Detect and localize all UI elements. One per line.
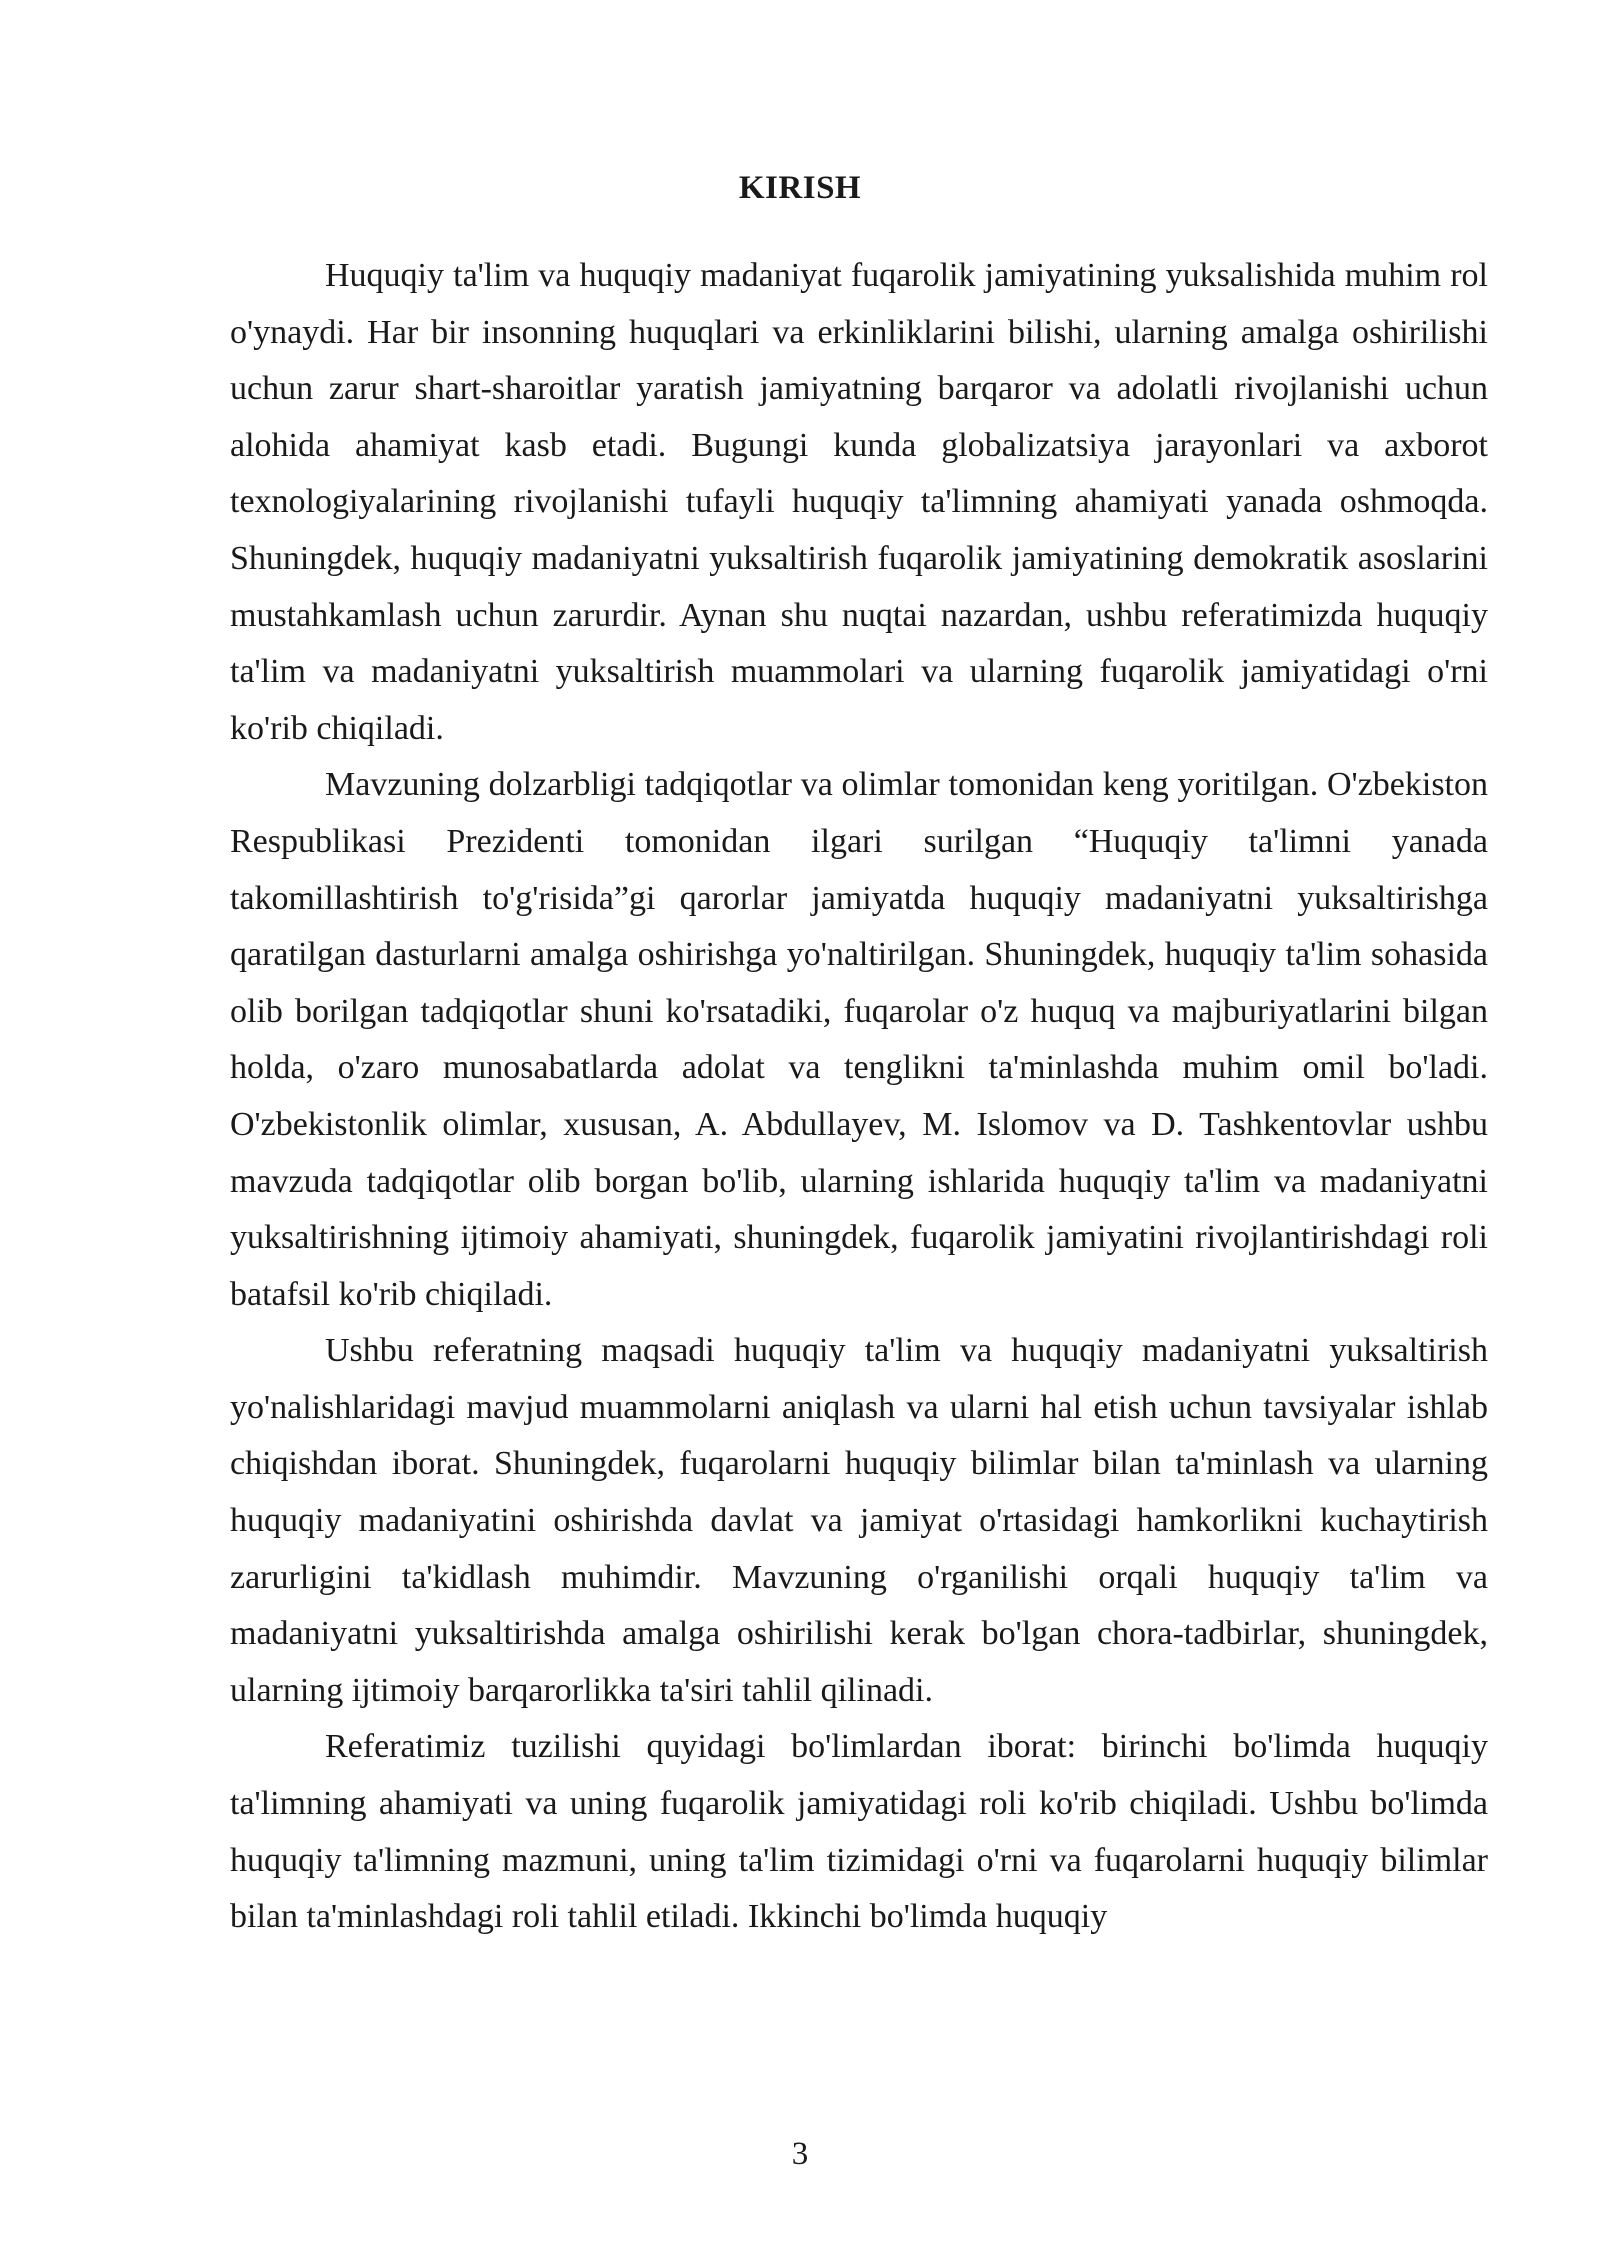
section-heading: KIRISH bbox=[738, 170, 862, 206]
body-text bbox=[230, 248, 1488, 1946]
paragraph-relevance: Mavzuning dolzarbligi tadqiqotlar va olimlar tomonidan keng yoritilgan. O'zbekiston Respublikasi Prezidenti tomonidan ilgari surilgan “Huquqiy ta'limni yanada takomillashtirish to'g'risida”gi qarorlar jamiyatda huquqiy madaniyatni yuksaltirishga qaratilgan dasturlarni amalga oshirishga yo'naltirilgan. Shuningdek, huquqiy ta'lim sohasida olib borilgan tadqiqotlar shuni ko'rsatadiki, fuqarolar o'z huquq va majburiyatlarini bilgan holda, o'zaro munosabatlarda adolat va tenglikni ta'minlashda muhim omil bo'ladi. O'zbekistonlik olimlar, xususan, A. Abdullayev, M. Islomov va D. Tashkentovlar ushbu mavzuda tadqiqotlar olib borgan bo'lib, ularning ishlarida huquqiy ta'lim va madaniyatni yuksaltirishning ijtimoiy ahamiyati, shuningdek, fuqarolik jamiyatini rivojlantirishdagi roli batafsil ko'rib chiqiladi. bbox=[230, 766, 1488, 1313]
page-number: 3 bbox=[791, 2136, 809, 2172]
paragraph-intro: Huquqiy ta'lim va huquqiy madaniyat fuqarolik jamiyatining yuksalishida muhim rol o'ynaydi. Har bir insonning huquqlari va erkinliklarini bilishi, ularning amalga oshirilishi uchun zarur shart-sharoitlar yaratish jamiyatning barqaror va adolatli rivojlanishi uchun alohida ahamiyat kasb etadi. Bugungi kunda globalizatsiya jarayonlari va axborot texnologiyalarining rivojlanishi tufayli huquqiy ta'limning ahamiyati yanada oshmoqda. Shuningdek, huquqiy madaniyatni yuksaltirish fuqarolik jamiyatining demokratik asoslarini mustahkamlash uchun zarurdir. Aynan shu nuqtai nazardan, ushbu referatimizda huquqiy ta'lim va madaniyatni yuksaltirish muammolari va ularning fuqarolik jamiyatidagi o'rni ko'rib chiqiladi. bbox=[230, 257, 1488, 747]
paragraph-purpose: Ushbu referatning maqsadi huquqiy ta'lim va huquqiy madaniyatni yuksaltirish yo'nalishlaridagi mavjud muammolarni aniqlash va ularni hal etish uchun tavsiyalar ishlab chiqishdan iborat. Shuningdek, fuqarolarni huquqiy bilimlar bilan ta'minlash va ularning huquqiy madaniyatini oshirishda davlat va jamiyat o'rtasidagi hamkorlikni kuchaytirish zarurligini ta'kidlash muhimdir. Mavzuning o'rganilishi orqali huquqiy ta'lim va madaniyatni yuksaltirishda amalga oshirilishi kerak bo'lgan chora-tadbirlar, shuningdek, ularning ijtimoiy barqarorlikka ta'siri tahlil qilinadi. bbox=[230, 1332, 1488, 1709]
paragraph-structure: Referatimiz tuzilishi quyidagi bo'limlardan iborat: birinchi bo'limda huquqiy ta'limning ahamiyati va uning fuqarolik jamiyatidagi roli ko'rib chiqiladi. Ushbu bo'limda huquqiy ta'limning mazmuni, uning ta'lim tizimidagi o'rni va fuqarolarni huquqiy bilimlar bilan ta'minlashdagi roli tahlil etiladi. Ikkinchi bo'limda huquqiy bbox=[230, 1728, 1488, 1936]
